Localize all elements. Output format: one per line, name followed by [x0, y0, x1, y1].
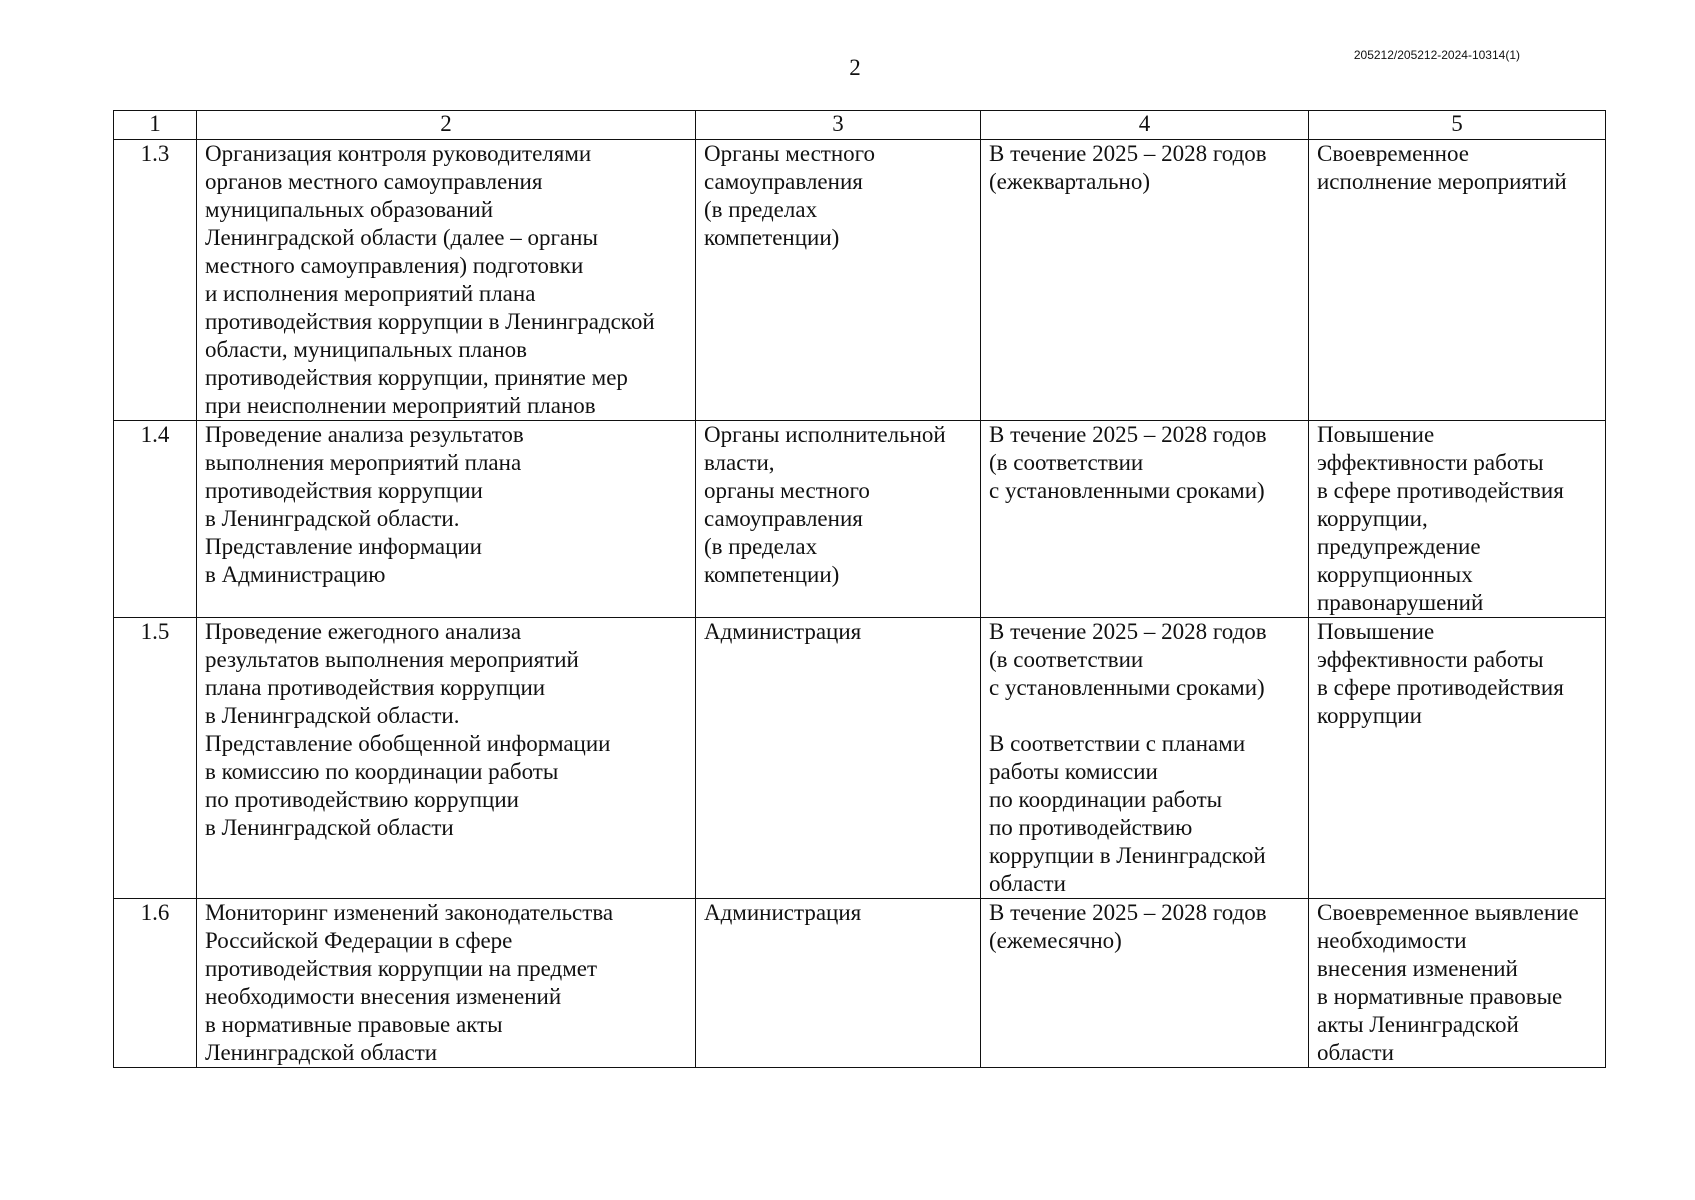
responsible-cell: Администрация [696, 899, 981, 1068]
table-header [114, 111, 1606, 140]
column-header-action: 2 [197, 111, 696, 140]
responsible-cell: Администрация [696, 618, 981, 899]
expected-result-cell: Повышение эффективности работы в сфере противодействия коррупции, предупреждение коррупционных правонарушений [1309, 421, 1606, 618]
deadline-cell: В течение 2025 – 2028 годов (ежеквартально) [981, 140, 1309, 421]
item-number: 1.4 [114, 421, 197, 618]
responsible-cell: Органы местного самоуправления (в пределах компетенции) [696, 140, 981, 421]
column-header-number: 1 [114, 111, 197, 140]
responsible-cell: Органы исполнительной власти, органы местного самоуправления (в пределах компетенции) [696, 421, 981, 618]
deadline-cell: В течение 2025 – 2028 годов (ежемесячно) [981, 899, 1309, 1068]
action-cell: Мониторинг изменений законодательства Российской Федерации в сфере противодействия коррупции на предмет необходимости внесения изменений в нормативные правовые акты Ленинградской области [197, 899, 696, 1068]
table-row [114, 140, 1606, 421]
document-registration-code: 205212/205212-2024-10314(1) [1353, 48, 1520, 62]
item-number: 1.3 [114, 140, 197, 421]
table-row [114, 899, 1606, 1068]
column-header-deadline: 4 [981, 111, 1309, 140]
anti-corruption-plan-table [113, 110, 1606, 1068]
column-numbers-row [114, 111, 1606, 140]
action-cell: Проведение анализа результатов выполнения мероприятий плана противодействия коррупции в Ленинградской области. Представление информации в Администрацию [197, 421, 696, 618]
action-cell: Организация контроля руководителями органов местного самоуправления муниципальных образований Ленинградской области (далее – органы местного самоуправления) подготовки и исполнения мероприятий плана противодействия коррупции в Ленинградской области, муниципальных планов противодействия коррупции, принятие мер при неисполнении мероприятий планов [197, 140, 696, 421]
action-cell: Проведение ежегодного анализа результатов выполнения мероприятий плана противодействия коррупции в Ленинградской области. Представление обобщенной информации в комиссию по координации работы по противодействию коррупции в Ленинградской области [197, 618, 696, 899]
deadline-cell: В течение 2025 – 2028 годов (в соответствии с установленными сроками) В соответствии с планами работы комиссии по координации работы по противодействию коррупции в Ленинградской области [981, 618, 1309, 899]
page-number: 2 [849, 55, 861, 80]
column-header-responsible: 3 [696, 111, 981, 140]
table-row [114, 421, 1606, 618]
deadline-cell: В течение 2025 – 2028 годов (в соответствии с установленными сроками) [981, 421, 1309, 618]
table-row [114, 618, 1606, 899]
expected-result-cell: Повышение эффективности работы в сфере противодействия коррупции [1309, 618, 1606, 899]
item-number: 1.6 [114, 899, 197, 1068]
column-header-result: 5 [1309, 111, 1606, 140]
table-body [114, 140, 1606, 1068]
item-number: 1.5 [114, 618, 197, 899]
expected-result-cell: Своевременное исполнение мероприятий [1309, 140, 1606, 421]
expected-result-cell: Своевременное выявление необходимости внесения изменений в нормативные правовые акты Ленинградской области [1309, 899, 1606, 1068]
